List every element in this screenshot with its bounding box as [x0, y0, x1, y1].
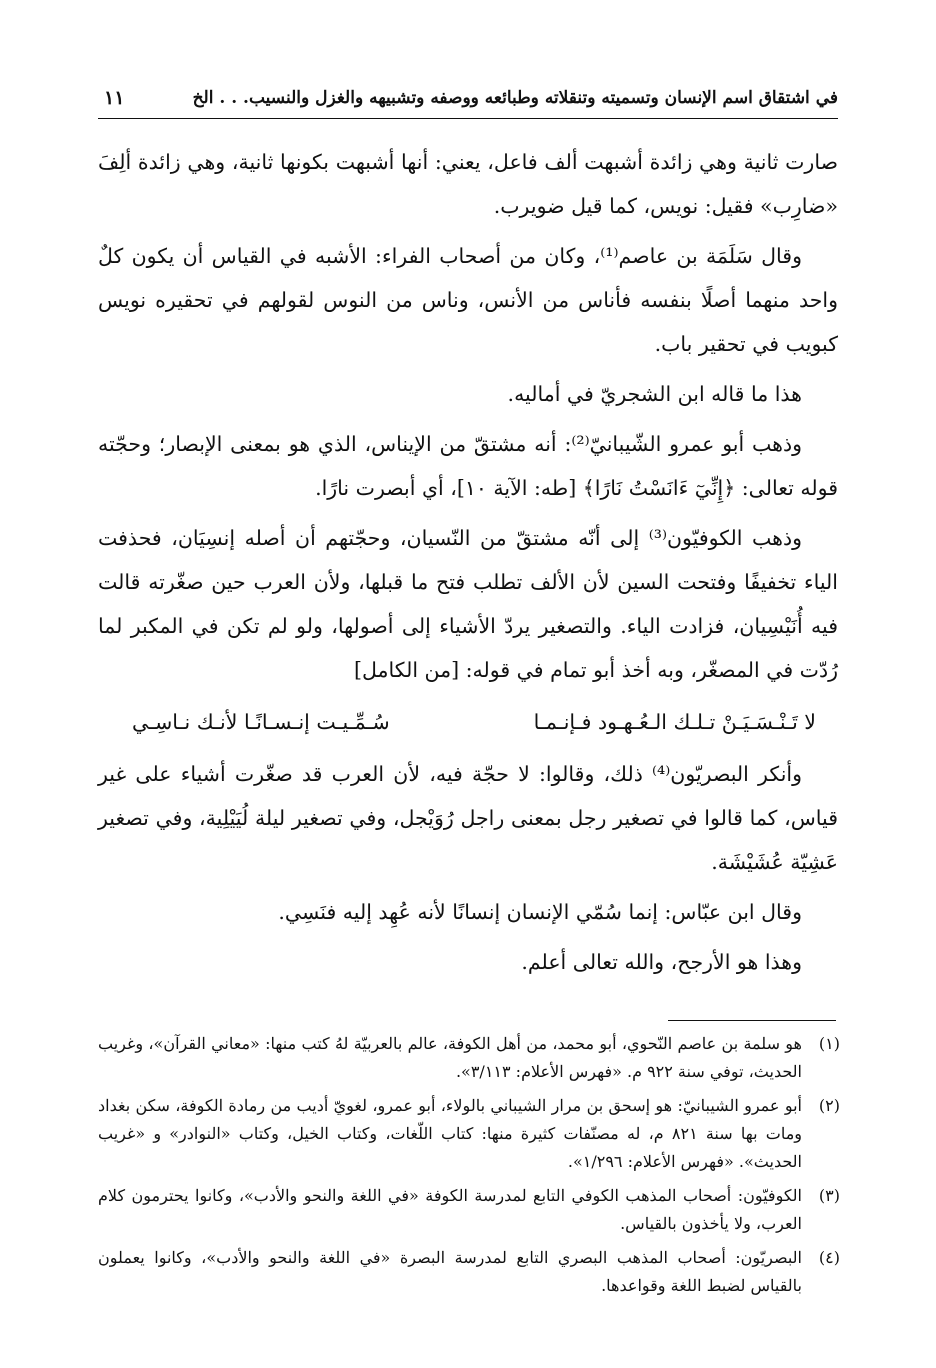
verse-second-hemistich: سُـمِّـيـت إنـسـانًـا لأنـك نـاسِـي — [132, 710, 390, 734]
page-number: ١١ — [104, 87, 125, 109]
paragraph: صارت ثانية وهي زائدة أشبهت ألف فاعل، يعني: أنها أشبهت بكونها ثانية، وهي زائدة ألِفَ «ضارِب» فقيل: نويس، كما قيل ضويرب. — [98, 150, 838, 218]
main-text — [98, 140, 838, 990]
footnote-number: (٣) — [818, 1186, 840, 1205]
footnote-text: البصريّون: أصحاب المذهب البصري التابع لمدرسة البصرة «في اللغة والنحو والأدب»، وكانوا يعملون بالقياس لضبط اللغة وقواعدها. — [98, 1248, 802, 1295]
running-header — [98, 78, 838, 119]
paragraph: وذهب الكوفيّون⁽³⁾ إلى أنّه مشتقّ من النّسيان، وحجّتهم أن أصله إنسِيَان، فحذفت الياء تخفيفًا وفتحت السين لأن الألف تطلب فتح ما قبلها، ولأن العرب حين صغّرته قالت فيه أُنَيْسِيان، فزادت الياء. والتصغير يردّ الأشياء إلى أصولها، ولو لم تكن في المكبر لما رُدّت في المصغّر، وبه أخذ أبو تمام في قوله: [من الكامل] — [98, 526, 838, 682]
paragraph: وذهب أبو عمرو الشّيبانيّ⁽²⁾: أنه مشتقّ من الإيناس، الذي هو بمعنى الإبصار؛ وحجّته قوله تعالى: ﴿إِنِّيٓ ءَانَسْتُ نَارًا﴾ [طه: الآية ١٠]، أي أبصرت نارًا. — [98, 432, 838, 500]
footnote-item — [98, 1092, 840, 1176]
footnote-separator — [668, 1020, 836, 1021]
footnote-text: الكوفيّون: أصحاب المذهب الكوفي التابع لمدرسة الكوفة «في اللغة والنحو والأدب»، وكانوا يحترمون كلام العرب، ولا يأخذون بالقياس. — [98, 1186, 802, 1233]
footnote-number: (١) — [818, 1034, 840, 1053]
verse-first-hemistich: لا تَـنْـسَـيَـنْ تـلـك الـعُـهـود فـإنـمـا — [533, 710, 816, 734]
footnote-text: هو سلمة بن عاصم النّحوي، أبو محمد، من أهل الكوفة، عالم بالعربيّة لهُ كتب منها: «معاني القرآن»، وغريب الحديث، توفي سنة ٩٢٢ م. «فهرس الأعلام: ٣/١١٣». — [98, 1034, 802, 1081]
footnotes — [98, 1030, 840, 1306]
paragraph: وهذا هو الأرجح، والله تعالى أعلم. — [521, 950, 802, 974]
footnote-item — [98, 1030, 840, 1086]
footnote-item — [98, 1182, 840, 1238]
footnote-item — [98, 1244, 840, 1300]
footnote-number: (٢) — [818, 1096, 840, 1115]
footnote-text: أبو عمرو الشيبانيّ: هو إسحق بن مرار الشيباني بالولاء، أبو عمرو، لغويّ أديب من رمادة الكوفة، سكن بغداد ومات بها سنة ٨٢١ م، له مصنّفات كثيرة منها: كتاب اللّغات، وكتاب الخيل، وكتاب «النوادر» و «غريب الحديث». «فهرس الأعلام: ١/٢٩٦». — [98, 1096, 802, 1171]
poetry-verse — [132, 700, 816, 744]
paragraph: وقال سَلَمَة بن عاصم⁽¹⁾، وكان من أصحاب الفراء: الأشبه في القياس أن يكون كلٌ واحد منهما أصلًا بنفسه فأناس من الأنس، وناس من النوس لقولهم في تحقيره نويس كبويب في تحقير باب. — [98, 244, 838, 356]
paragraph: هذا ما قاله ابن الشجريّ في أماليه. — [507, 382, 802, 406]
header-title: في اشتقاق اسم الإنسان وتسميته وتنقلاته وطبائعه ووصفه وتشبيهه والغزل والنسيب. . . الخ — [192, 88, 838, 108]
paragraph: وقال ابن عبّاس: إنما سُمّي الإنسان إنسانًا لأنه عُهِد إليه فنَسِي. — [278, 900, 802, 924]
paragraph: وأنكر البصريّون⁽⁴⁾ ذلك، وقالوا: لا حجّة فيه، لأن العرب قد صغّرت أشياء على غير قياس، كما قالوا في تصغير رجل بمعنى راجل رُوَيْجل، وفي تصغير ليلة لُيَيْلِية، وفي تصغير عَشِيّة عُشَيْشَة. — [98, 762, 838, 874]
footnote-number: (٤) — [818, 1248, 840, 1267]
